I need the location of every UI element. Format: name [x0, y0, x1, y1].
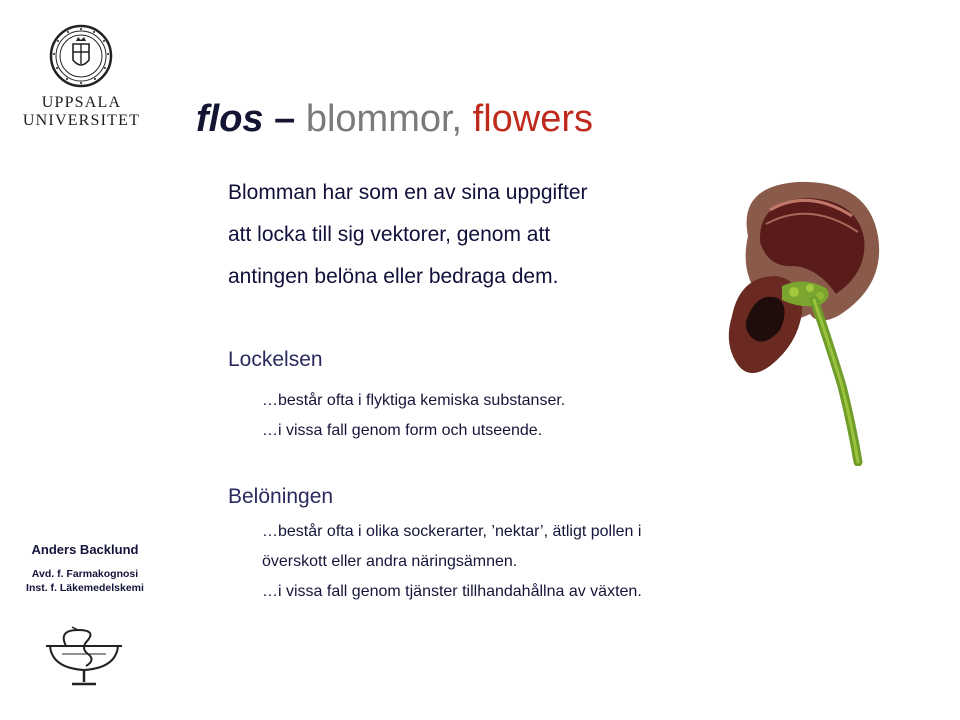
slide-title [196, 98, 593, 141]
title-dash: – [274, 98, 296, 140]
sidebar [0, 0, 170, 720]
university-name-line2: UNIVERSITET [22, 112, 141, 129]
reward-point: överskott eller andra näringsämnen. [262, 553, 518, 570]
department [0, 567, 170, 595]
university-seal-icon [49, 24, 113, 88]
intro-paragraph [228, 172, 728, 298]
lure-point: …i vissa fall genom form och utseende. [262, 422, 543, 439]
flower-cross-section-illustration [718, 176, 898, 466]
intro-line: att locka till sig vektorer, genom att [228, 223, 551, 246]
intro-line: antingen belöna eller bedraga dem. [228, 265, 559, 288]
title-latin: flos [196, 98, 264, 140]
lure-point: …består ofta i flyktiga kemiska substanser. [262, 392, 566, 409]
department-line1: Avd. f. Farmakognosi [31, 568, 139, 580]
university-name [0, 94, 163, 130]
reward-heading: Belöningen [228, 485, 334, 508]
pharmacy-bowl-snake-icon [38, 624, 130, 692]
title-swedish: blommor, [305, 98, 463, 140]
university-name-line1: UPPSALA [41, 94, 122, 111]
reward-point: …i vissa fall genom tjänster tillhandahållna av växten. [262, 583, 642, 600]
intro-line: Blomman har som en av sina uppgifter [228, 181, 588, 204]
reward-point: …består ofta i olika sockerarter, ’nektar’, ätligt pollen i [262, 523, 642, 540]
title-english: flowers [472, 98, 594, 140]
lure-heading: Lockelsen [228, 348, 323, 371]
author-name: Anders Backlund [31, 542, 139, 557]
department-line2: Inst. f. Läkemedelskemi [26, 582, 144, 594]
